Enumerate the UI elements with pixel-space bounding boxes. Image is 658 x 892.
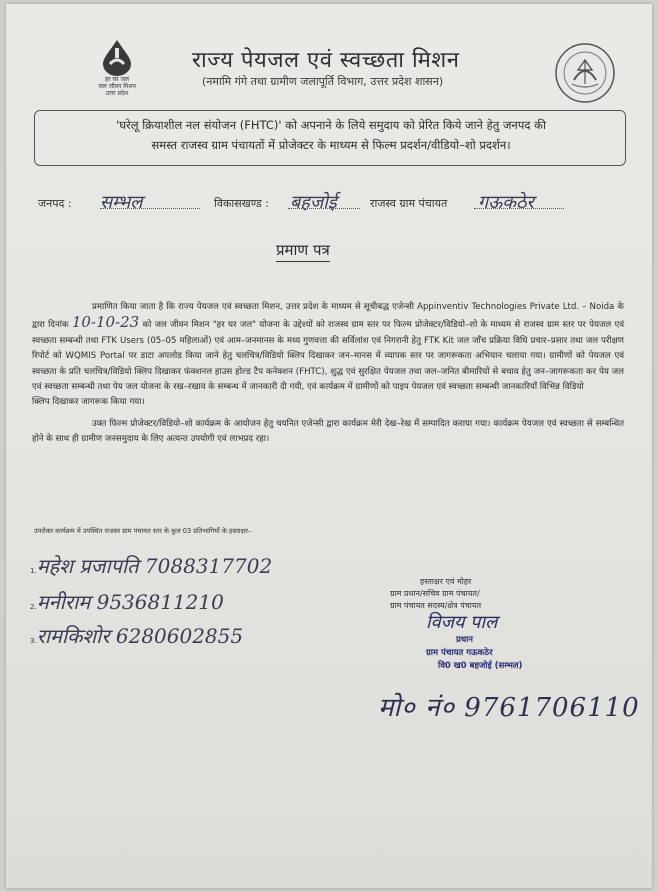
state-emblem-icon <box>554 42 616 104</box>
panchayat-value: गऊकठेर <box>478 192 534 213</box>
attendee-row: 2.मनीराम 9536811210 <box>30 590 224 614</box>
body-para1-c: क्लिप दिखाकर जागरूक किया गया। <box>32 397 145 408</box>
water-drop-logo-icon <box>97 38 137 76</box>
signature-caption: हस्ताक्षर एवं मोहर <box>420 577 472 586</box>
mission-title: राज्य पेयजल एवं स्वच्छता मिशन <box>192 48 460 73</box>
banner-line-1: 'घरेलू क्रियाशील नल संयोजन (FHTC)' को अपनाने के लिये समुदाय को प्रेरित किये जाने हेतु जनपद की <box>116 118 546 132</box>
stamp-line-1: प्रधान <box>456 635 473 645</box>
block-label: विकासखण्ड : <box>214 197 270 210</box>
body-para2: उक्त फिल्म प्रोजेक्टर/विडियो–शो कार्यक्रम के आयोजन हेतु चयनित एजेन्सी द्वारा कार्यक्रम मेरी देख–रेख में सम्पादित कराया गया। कार्यक्रम पेयजल एवं स्वच्छता से सम्बन्धित होने के साथ ही ग्रामीण जनसमुदाय के लिए अत्यन्त उपयोगी एवं लाभप्रद रहा। <box>32 418 624 445</box>
banner-line-2: समस्त राजस्व ग्राम पंचायतों में प्रोजेक्टर के माध्यम से फिल्म प्रदर्शन/वीडियो–शो प्रदर्शन। <box>151 138 511 152</box>
certificate-sheet <box>6 4 652 888</box>
pradhan-signature: विजय पाल <box>426 612 498 633</box>
program-banner <box>34 110 626 166</box>
logo-tagline-3: उत्तर प्रदेश <box>105 90 129 97</box>
signature-block <box>390 576 481 612</box>
jal-jeevan-logo <box>88 38 146 97</box>
district-value: सम्भल <box>100 192 143 213</box>
certificate-body <box>32 300 624 448</box>
attendee-signature-2: मनीराम 9536811210 <box>36 590 224 614</box>
body-para1-a: प्रमाणित किया जाता है कि राज्य पेयजल एवं स्वच्छता मिशन, उत्तर प्रदेश के माध्यम से सूचीबद्ध एजेन्सी Appinventiv Technologies Private Ltd. – Noida के द्वारा दिनांक <box>32 302 624 331</box>
program-date: 10-10-23 <box>71 313 140 332</box>
district-underline <box>100 208 200 209</box>
logo-tagline-1: हर घर जल <box>105 76 129 83</box>
panchayat-label: राजस्व ग्राम पंचायत <box>370 197 448 210</box>
attendee-signature-1: महेश प्रजापति 7088317702 <box>36 554 273 578</box>
district-label: जनपद : <box>38 197 72 210</box>
signature-role-2: ग्राम पंचायत सदस्य/क्षेत्र पंचायत <box>390 601 482 610</box>
panchayat-underline <box>474 208 564 209</box>
mobile-number: मो० नं० 9761706110 <box>378 693 640 723</box>
logo-tagline-2: जल जीवन मिशन <box>98 83 136 90</box>
block-value: बहजोई <box>290 192 337 213</box>
pradhan-stamp <box>426 610 606 673</box>
attendees-note: उपरोक्त कार्यक्रम में उपस्थित राजस्व ग्राम पंचायत स्तर के कुल 03 प्रतिभागियों के हस्ताक्षर– <box>34 527 252 535</box>
attendee-signature-3: रामकिशोर 6280602855 <box>36 624 244 648</box>
attendee-row: 3.रामकिशोर 6280602855 <box>30 624 244 648</box>
signature-role-1: ग्राम प्रधान/सचिव ग्राम पंचायत/ <box>390 589 480 598</box>
stamp-line-2: ग्राम पंचायत गऊकठेर <box>426 648 493 658</box>
up-govt-emblem <box>554 42 616 108</box>
certificate-title: प्रमाण पत्र <box>276 240 330 262</box>
block-underline <box>288 208 360 209</box>
mission-subtitle: (नमामि गंगे तथा ग्रामीण जलापूर्ति विभाग, उत्तर प्रदेश शासन) <box>202 75 444 88</box>
stamp-line-3: वि0 ख0 बहजोई (सम्भल) <box>438 661 523 671</box>
attendee-row: 1.महेश प्रजापति 7088317702 <box>30 554 273 578</box>
body-para1-b: को जल जीवन मिशन "हर घर जल" योजना के उद्देश्यों को राजस्व ग्राम स्तर पर फिल्म प्रोजेक्टर/विडियो–शो के माध्यम से राजस्व ग्राम स्तर पर पेयजल एवं स्वच्छता सम्बन्धी तथा FTK Users (05–05 महिलाओं) एवं आम–जनमानस के मध्य गुणवत्ता की सर्विलांश एवं निगरानी हेतु FTK Kit जल जाँच प्रक्रिया विधि प्रचार–प्रसार तथा जल परीक्षण रिपोर्ट को WQMIS Portal पर डाटा अपलोड किया जाने हेतु चलचित्र/विडियो क्लिप दिखाकर जन–मानस में व्यापक स्तर पर जागरूकता अभियान चलाया गया। ग्रामीणों को पेयजल एवं स्वच्छता के प्रति चलचित्र/विडियो क्लिप दिखाकर फंक्शनल हाउस होल्ड टैप कनेक्शन (FHTC), शुद्ध एवं सुरक्षित पेयजल तथा जल–जनित बीमारियों से बचाव हेतु जन–जागरूकता कर पेय जल एवं स्वच्छता सम्बन्धी तथा पेय जल योजना के रख–रखाव के सम्बन्ध में जानकारी दी गयी, एवं कार्यक्रम में ग्रामीणों को पाइप पेयजल एवं स्वच्छता सम्बन्धी जानकारियाँ विभिन्न विडियो <box>32 320 624 393</box>
